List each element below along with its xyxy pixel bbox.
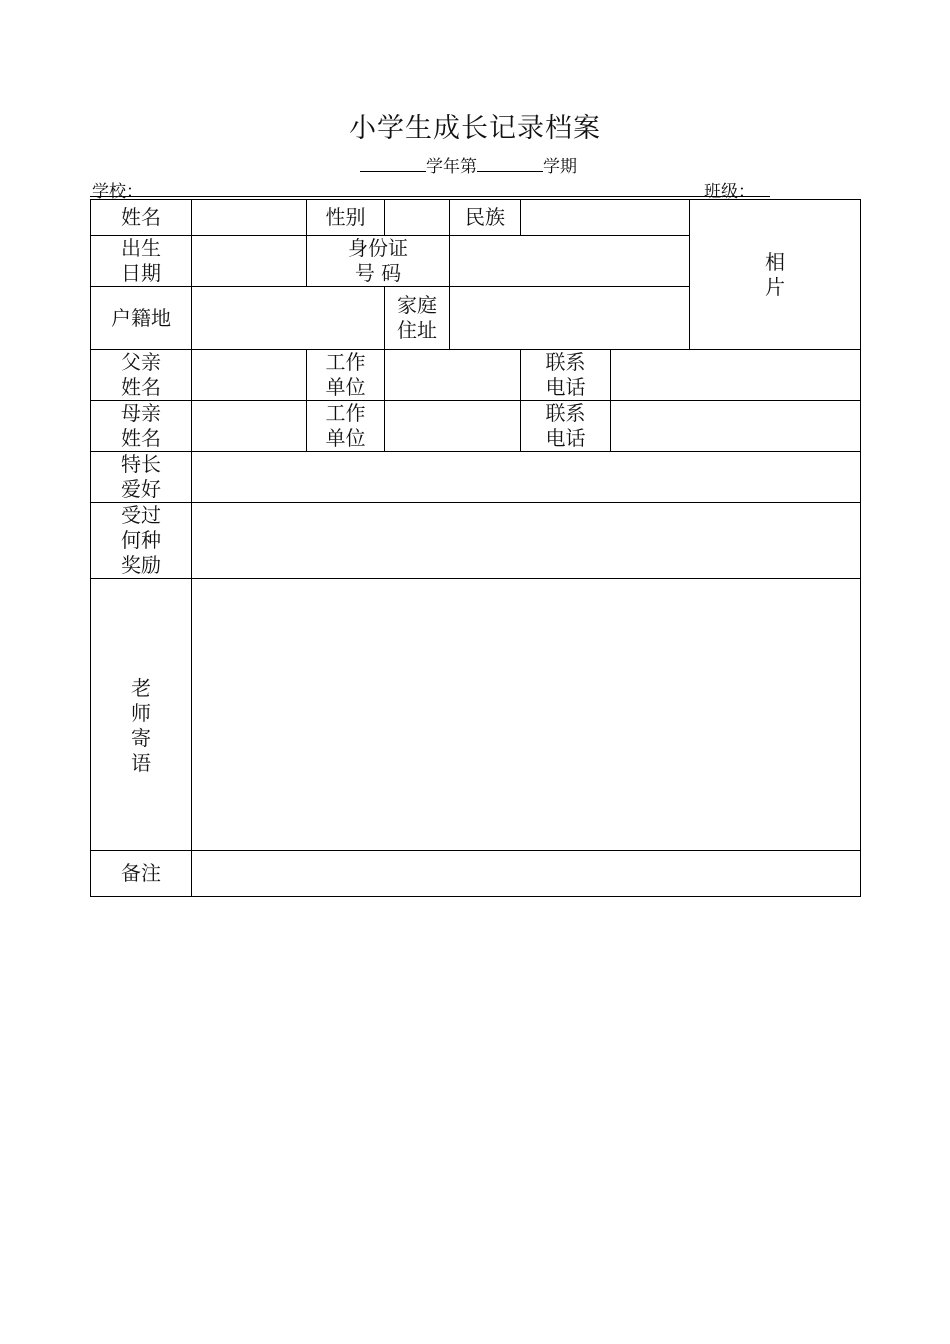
row-teacher-message bbox=[91, 579, 861, 851]
awards-field[interactable] bbox=[192, 503, 861, 579]
id-number-label: 身份证 号 码 bbox=[307, 236, 450, 287]
father-work-unit-field[interactable] bbox=[385, 350, 521, 401]
ethnicity-label: 民族 bbox=[450, 200, 521, 236]
school-year-blank[interactable] bbox=[360, 157, 426, 172]
birth-date-label: 出生 日期 bbox=[91, 236, 192, 287]
mother-phone-label: 联系 电话 bbox=[521, 401, 611, 452]
father-work-unit-label: 工作 单位 bbox=[307, 350, 385, 401]
mother-work-unit-field[interactable] bbox=[385, 401, 521, 452]
mother-work-unit-label: 工作 单位 bbox=[307, 401, 385, 452]
mother-name-field[interactable] bbox=[192, 401, 307, 452]
birth-date-field[interactable] bbox=[192, 236, 307, 287]
row-remarks bbox=[91, 851, 861, 897]
school-year-label: 学年第 bbox=[426, 157, 477, 177]
term-line bbox=[360, 152, 577, 177]
semester-blank[interactable] bbox=[477, 157, 543, 172]
remarks-field[interactable] bbox=[192, 851, 861, 897]
home-address-field[interactable] bbox=[450, 287, 690, 350]
gender-field[interactable] bbox=[385, 200, 450, 236]
name-field[interactable] bbox=[192, 200, 307, 236]
student-record-form bbox=[90, 199, 861, 897]
gender-label: 性别 bbox=[307, 200, 385, 236]
remarks-label: 备注 bbox=[91, 851, 192, 897]
row-father bbox=[91, 350, 861, 401]
id-number-field[interactable] bbox=[450, 236, 690, 287]
school-label: 学校： bbox=[92, 182, 143, 202]
semester-label: 学期 bbox=[543, 157, 577, 177]
mother-phone-field[interactable] bbox=[611, 401, 861, 452]
name-label: 姓名 bbox=[91, 200, 192, 236]
hobbies-label: 特长 爱好 bbox=[91, 452, 192, 503]
father-name-label: 父亲 姓名 bbox=[91, 350, 192, 401]
home-address-label: 家庭 住址 bbox=[385, 287, 450, 350]
mother-name-label: 母亲 姓名 bbox=[91, 401, 192, 452]
photo-box[interactable]: 相 片 bbox=[690, 200, 861, 350]
household-registration-field[interactable] bbox=[192, 287, 385, 350]
ethnicity-field[interactable] bbox=[521, 200, 690, 236]
teacher-message-label: 老 师 寄 语 bbox=[91, 579, 192, 851]
row-mother bbox=[91, 401, 861, 452]
hobbies-field[interactable] bbox=[192, 452, 861, 503]
household-registration-label: 户籍地 bbox=[91, 287, 192, 350]
row-basic-info bbox=[91, 200, 861, 236]
awards-label: 受过 何种 奖励 bbox=[91, 503, 192, 579]
class-label: 班级： bbox=[704, 182, 755, 202]
father-phone-field[interactable] bbox=[611, 350, 861, 401]
school-class-line bbox=[90, 177, 770, 202]
father-name-field[interactable] bbox=[192, 350, 307, 401]
row-awards bbox=[91, 503, 861, 579]
father-phone-label: 联系 电话 bbox=[521, 350, 611, 401]
row-hobbies bbox=[91, 452, 861, 503]
document-title: 小学生成长记录档案 bbox=[349, 113, 601, 144]
teacher-message-field[interactable] bbox=[192, 579, 861, 851]
